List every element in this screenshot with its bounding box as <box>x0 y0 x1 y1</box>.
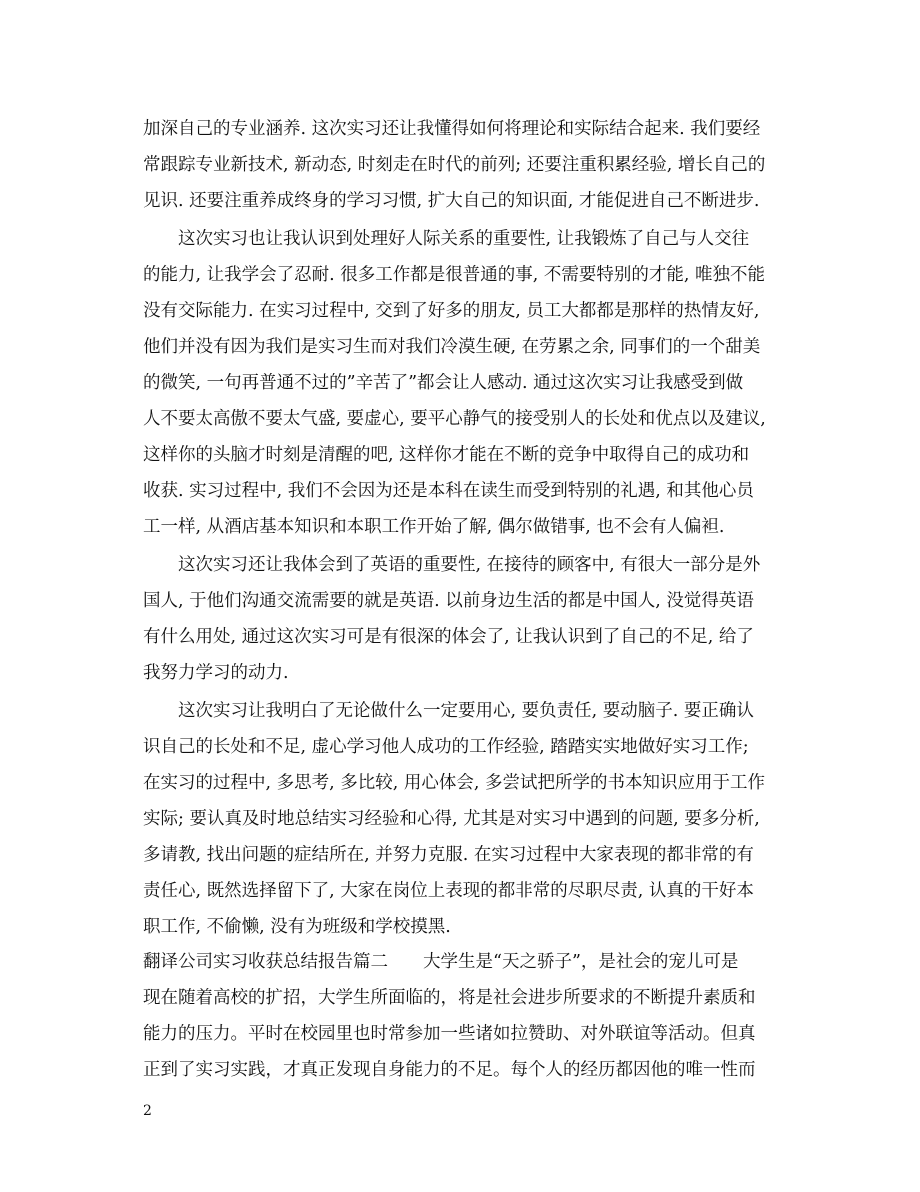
text-line: 的微笑, 一句再普通不过的”辛苦了”都会让人感动. 通过这次实习让我感受到做 <box>143 373 744 393</box>
paragraph-first-line: 这次实习还让我体会到了英语的重要性, 在接待的顾客中, 有很大一部分是外 <box>178 555 761 575</box>
text-line: 实际; 要认真及时地总结实习经验和心得, 尤其是对实习中遇到的问题, 要多分析, <box>143 809 760 829</box>
text-line: 多请教, 找出问题的症结所在, 并努力克服. 在实习过程中大家表现的都非常的有 <box>143 845 754 865</box>
page-number: 2 <box>143 1103 152 1119</box>
text-line: 没有交际能力. 在实习过程中, 交到了好多的朋友, 员工大都都是那样的热情友好, <box>143 301 760 321</box>
text-line: 见识. 还要注重养成终身的学习习惯, 扩大自己的知识面, 才能促进自己不断进步. <box>143 191 760 211</box>
paragraph-first-line: 这次实习也让我认识到处理好人际关系的重要性, 让我锻炼了自己与人交往 <box>178 229 750 249</box>
text-line: 识自己的长处和不足, 虚心学习他人成功的工作经验, 踏踏实实地做好实习工作; <box>143 737 749 757</box>
text-line: 人不要太高傲不要太气盛, 要虚心, 要平心静气的接受别人的长处和优点以及建议, <box>143 409 766 429</box>
text-line: 职工作, 不偷懒, 没有为班级和学校摸黑. <box>143 917 451 937</box>
text-line: 这样你的头脑才时刻是清醒的吧, 这样你才能在不断的竞争中取得自己的成功和 <box>143 445 750 465</box>
text-line: 在实习的过程中, 多思考, 多比较, 用心体会, 多尝试把所学的书本知识应用于工作 <box>143 773 765 793</box>
section-heading-line: 翻译公司实习收获总结报告篇二 大学生是“天之骄子”，是社会的宠儿可是 <box>143 952 739 972</box>
text-line: 工一样, 从酒店基本知识和本职工作开始了解, 偶尔做错事, 也不会有人偏袒. <box>143 517 725 537</box>
text-line: 有什么用处, 通过这次实习可是有很深的体会了, 让我认识到了自己的不足, 给了 <box>143 627 754 647</box>
text-line: 他们并没有因为我们是实习生而对我们冷漠生硬, 在劳累之余, 同事们的一个甜美 <box>143 337 761 357</box>
text-line: 的能力, 让我学会了忍耐. 很多工作都是很普通的事, 不需要特别的才能, 唯独不能 <box>143 265 765 285</box>
text-line: 加深自己的专业涵养. 这次实习还让我懂得如何将理论和实际结合起来. 我们要经 <box>143 119 761 139</box>
text-line: 能力的压力。平时在校园里也时常参加一些诸如拉赞助、对外联谊等活动。但真 <box>143 1024 756 1044</box>
text-line: 现在随着高校的扩招，大学生所面临的，将是社会进步所要求的不断提升素质和 <box>143 988 756 1008</box>
text-line: 国人, 于他们沟通交流需要的就是英语. 以前身边生活的都是中国人, 没觉得英语 <box>143 591 754 611</box>
text-line: 正到了实习实践，才真正发现自身能力的不足。每个人的经历都因他的唯一性而 <box>143 1060 756 1080</box>
text-line: 我努力学习的动力. <box>143 663 289 683</box>
text-line: 收获. 实习过程中, 我们不会因为还是本科在读生而受到特别的礼遇, 和其他心员 <box>143 481 754 501</box>
paragraph-first-line: 这次实习让我明白了无论做什么一定要用心, 要负责任, 要动脑子. 要正确认 <box>178 701 754 721</box>
text-line: 常跟踪专业新技术, 新动态, 时刻走在时代的前列; 还要注重积累经验, 增长自己的 <box>143 155 766 175</box>
text-line: 责任心, 既然选择留下了, 大家在岗位上表现的都非常的尽职尽责, 认真的干好本 <box>143 881 754 901</box>
